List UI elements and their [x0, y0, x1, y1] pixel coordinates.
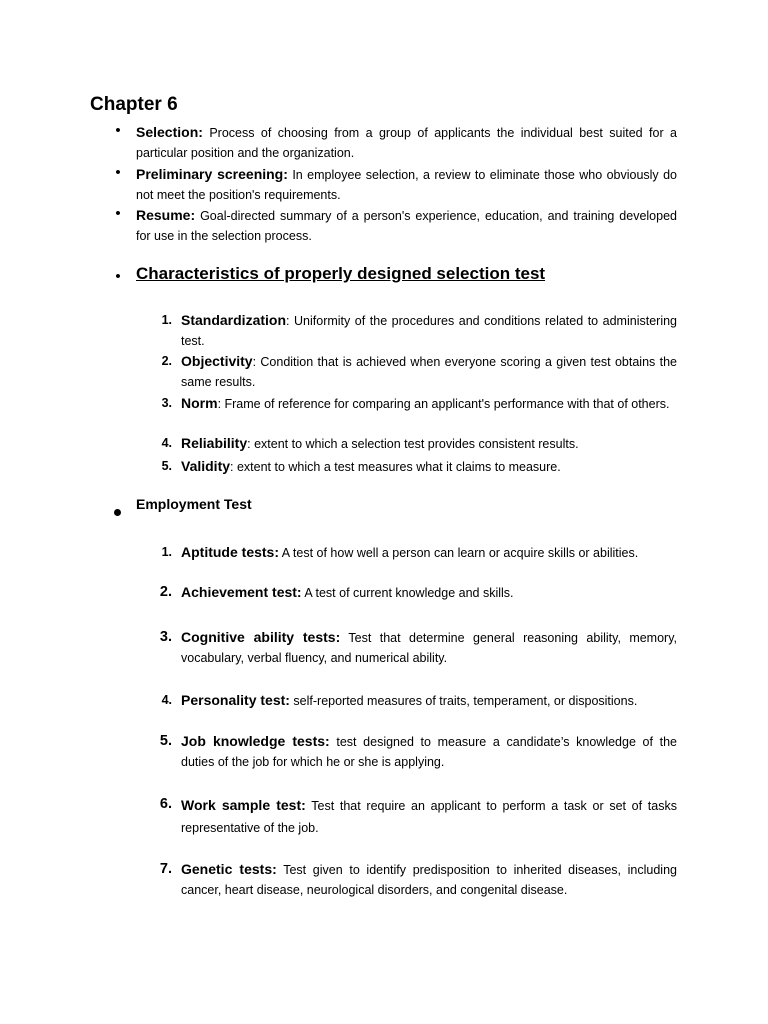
characteristic-term: Standardization	[181, 312, 287, 328]
definition-preliminary-screening	[136, 164, 677, 205]
bullet-icon	[114, 503, 121, 521]
bullet-icon: •	[115, 122, 121, 139]
characteristic-text: : Condition that is achieved when everyone scoring a given test obtains the same results.	[181, 355, 677, 389]
characteristic-term: Validity	[181, 458, 231, 474]
list-number: 6.	[159, 796, 172, 812]
employment-item	[181, 794, 677, 839]
characteristic-term: Norm	[181, 395, 218, 411]
employment-item	[181, 582, 677, 603]
list-number: 7.	[159, 861, 172, 877]
definition-resume	[136, 205, 677, 246]
list-number: 2.	[161, 354, 172, 368]
list-number: 1.	[161, 313, 172, 327]
list-number: 4.	[161, 693, 172, 707]
employment-text: A test of current knowledge and skills.	[301, 586, 514, 600]
employment-text: A test of how well a person can learn or acquire skills or abilities.	[279, 546, 639, 560]
list-number: 5.	[159, 733, 172, 749]
employment-item	[181, 859, 677, 900]
characteristic-text: : extent to which a selection test provides consistent results.	[247, 437, 579, 451]
characteristic-item	[181, 433, 677, 454]
employment-item	[181, 627, 677, 668]
employment-text: Test that require an applicant to perform a task or set of tasks representative of the job.	[181, 799, 677, 835]
employment-term: Aptitude tests:	[181, 544, 279, 560]
characteristic-item	[181, 456, 677, 477]
list-number: 2.	[159, 584, 172, 600]
bullet-icon: •	[115, 205, 121, 222]
characteristic-term: Reliability	[181, 435, 248, 451]
characteristic-item	[181, 351, 677, 392]
employment-term: Personality test:	[181, 692, 290, 708]
employment-text: self-reported measures of traits, temperament, or dispositions.	[289, 694, 638, 708]
employment-text: test designed to measure a candidate’s knowledge of the duties of the job for which he or she is applying.	[181, 735, 678, 769]
list-number: 3.	[159, 629, 172, 645]
employment-heading: Employment Test	[136, 496, 252, 512]
list-number: 3.	[161, 396, 172, 410]
characteristic-text: : extent to which a test measures what it claims to measure.	[230, 460, 561, 474]
employment-term: Achievement test:	[181, 584, 302, 600]
definition-text: Goal-directed summary of a person's experience, education, and training developed for use in the selection process.	[136, 209, 677, 243]
employment-term: Job knowledge tests:	[181, 733, 330, 749]
definition-text: In employee selection, a review to eliminate those who obviously do not meet the position's requirements.	[136, 168, 677, 202]
bullet-icon: •	[115, 268, 121, 285]
definition-separator: :	[198, 124, 203, 140]
chapter-title: Chapter 6	[90, 94, 178, 115]
characteristics-heading: Characteristics of properly designed selection test	[136, 264, 546, 283]
employment-item	[181, 542, 677, 563]
definition-term: Resume:	[136, 207, 196, 223]
bullet-icon: •	[115, 164, 121, 181]
list-number: 5.	[161, 459, 172, 473]
employment-item	[181, 731, 677, 772]
characteristic-item	[181, 393, 677, 414]
characteristic-item	[181, 310, 677, 351]
characteristic-text: : Frame of reference for comparing an applicant's performance with that of others.	[217, 397, 670, 411]
list-number: 1.	[161, 545, 172, 559]
employment-text: Test given to identify predisposition to inherited diseases, including cancer, heart disease, neurological disorders, and congenital disease.	[181, 863, 677, 897]
definition-text: Process of choosing from a group of applicants the individual best suited for a particular position and the organization.	[136, 126, 677, 160]
employment-term: Work sample test:	[181, 797, 306, 813]
definition-term: Preliminary screening:	[136, 166, 288, 182]
characteristic-text: : Uniformity of the procedures and conditions related to administering test.	[181, 314, 677, 348]
definition-term: Selection	[136, 124, 199, 140]
employment-item	[181, 690, 677, 711]
employment-term: Cognitive ability tests:	[181, 629, 341, 645]
list-number: 4.	[161, 436, 172, 450]
characteristic-term: Objectivity	[181, 353, 253, 369]
employment-text: Test that determine general reasoning ability, memory, vocabulary, verbal fluency, and numerical ability.	[181, 631, 678, 665]
definition-selection	[136, 122, 677, 163]
employment-term: Genetic tests:	[181, 861, 277, 877]
